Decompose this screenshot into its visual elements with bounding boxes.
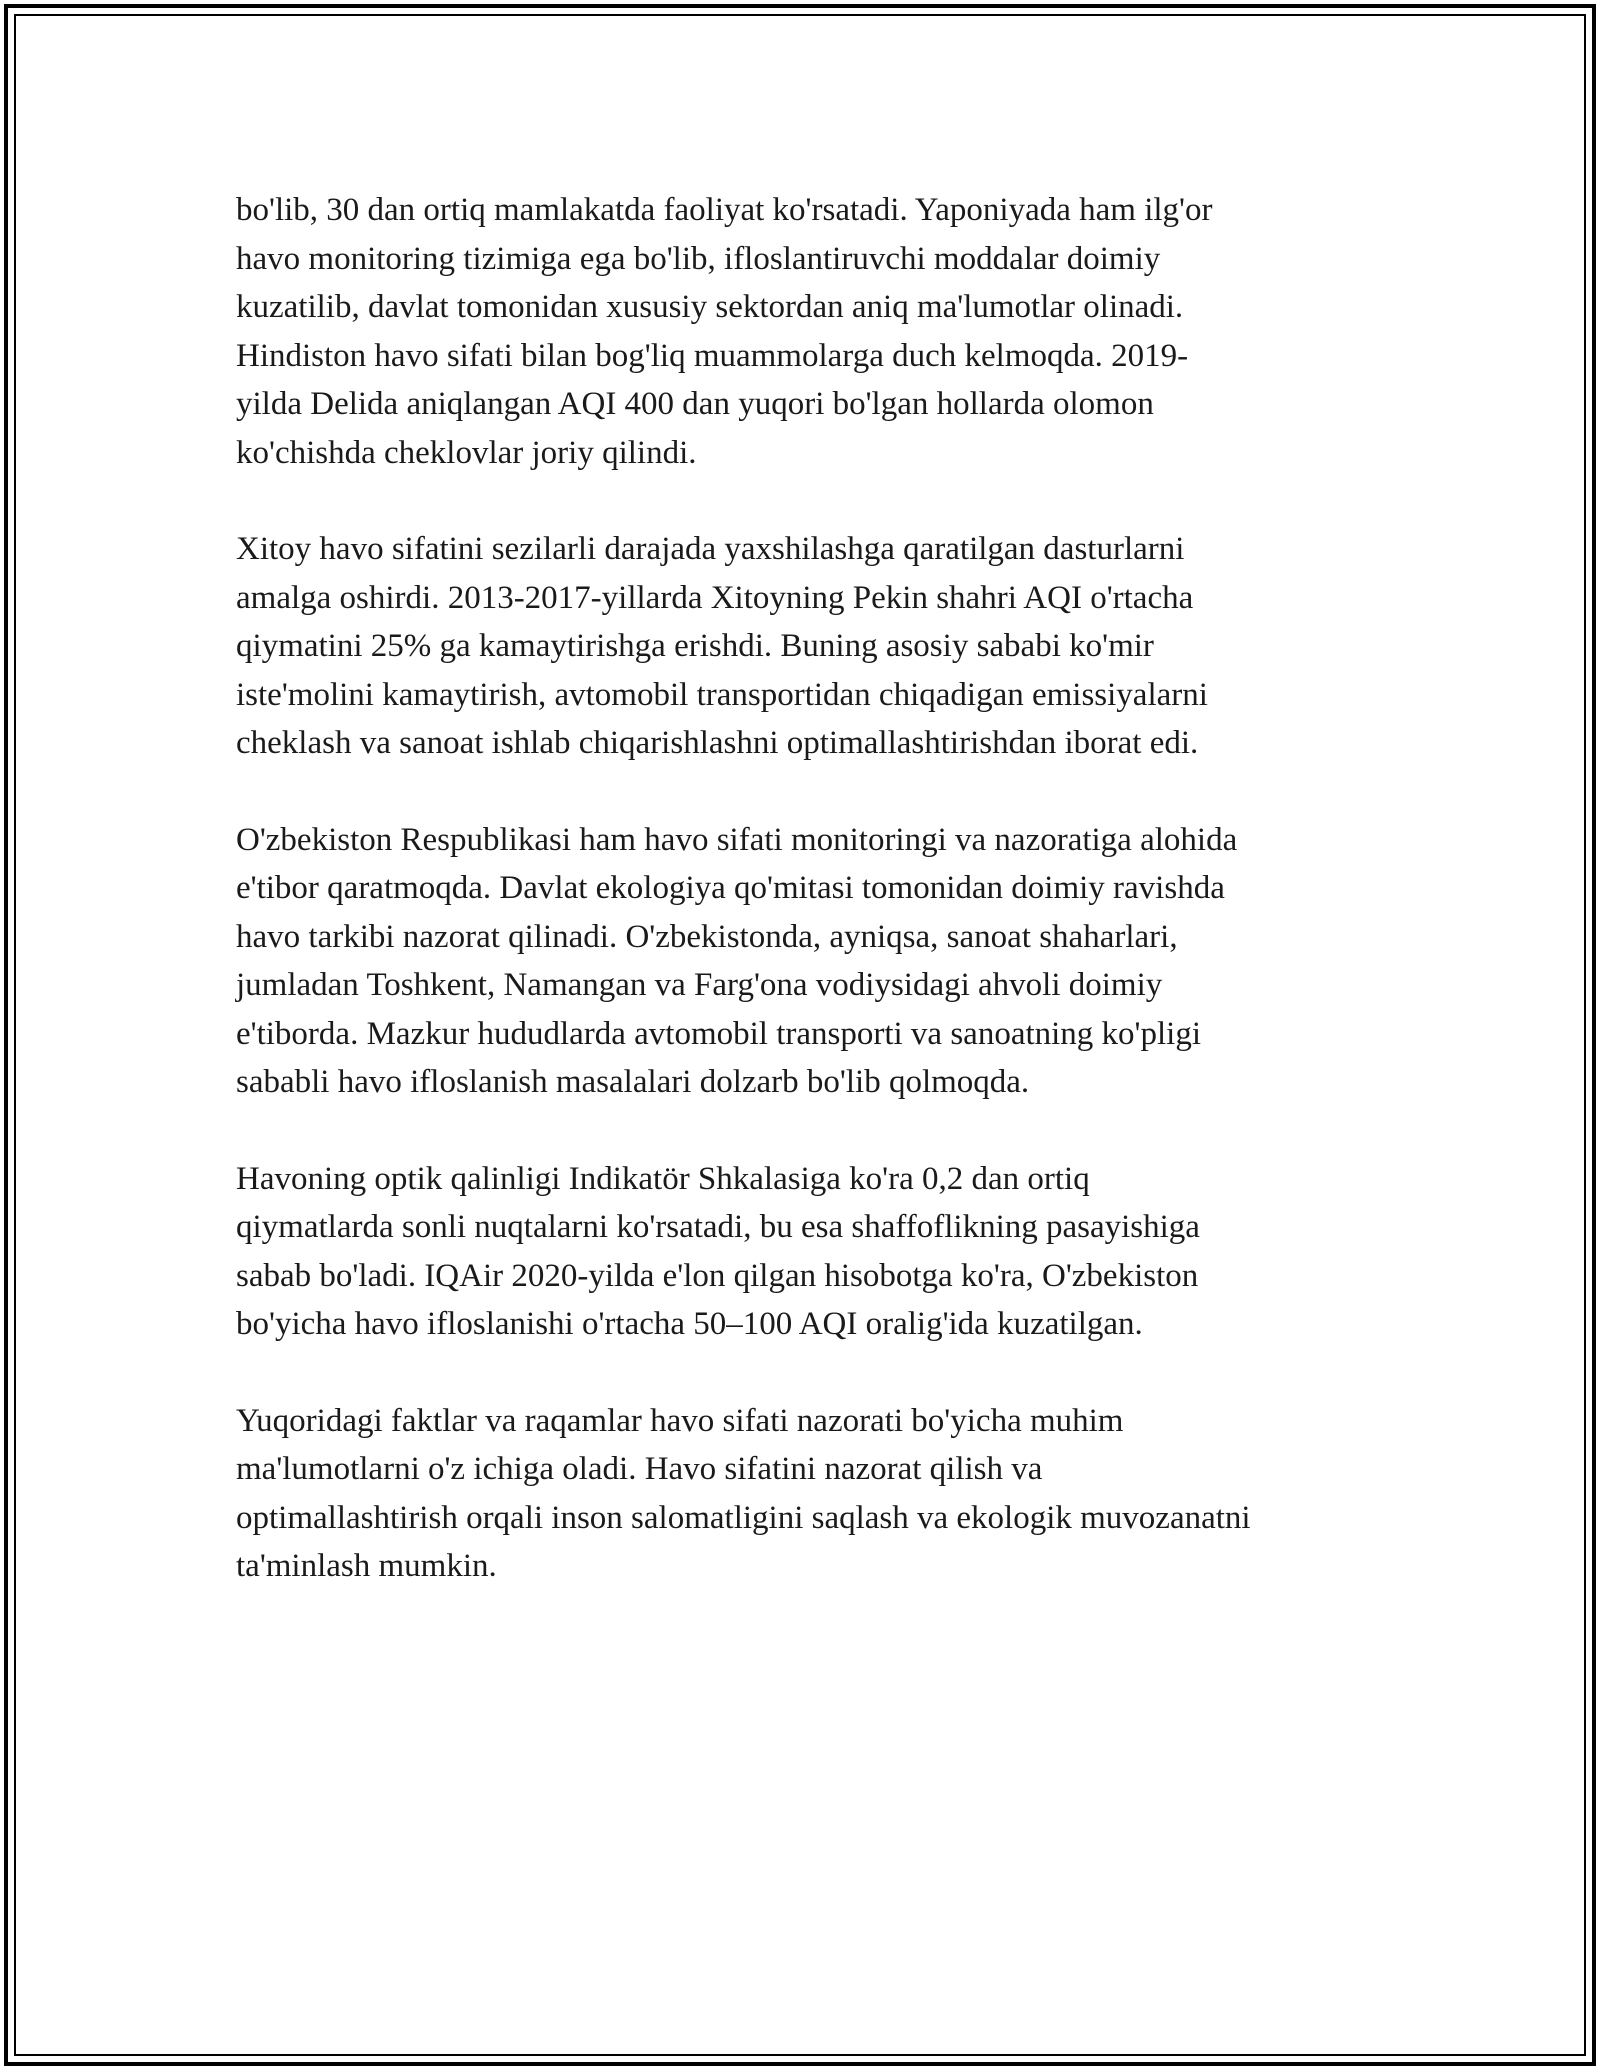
- paragraph-4: Havoning optik qalinligi Indikatör Shkalasiga ko'ra 0,2 dan ortiq qiymatlarda sonli nuqtalarni ko'rsatadi, bu esa shaffoflikning pasayishiga sabab bo'ladi. IQAir 2020-yilda e'lon qilgan hisobotga ko'ra, O'zbekiston bo'yicha havo ifloslanishi o'rtacha 50–100 AQI oralig'ida kuzatilgan.: [236, 1160, 1200, 1342]
- paragraph-1: bo'lib, 30 dan ortiq mamlakatda faoliyat ko'rsatadi. Yaponiyada ham ilg'or havo monitoring tizimiga ega bo'lib, ifloslantiruvchi moddalar doimiy kuzatilib, davlat tomonidan xususiy sektordan aniq ma'lumotlar olinadi. Hindiston havo sifati bilan bog'liq muammolarga duch kelmoqda. 2019- yilda Delida aniqlangan AQI 400 dan yuqori bo'lgan hollarda olomon ko'chishda cheklovlar joriy qilindi.: [236, 192, 1213, 471]
- paragraph-5: Yuqoridagi faktlar va raqamlar havo sifati nazorati bo'yicha muhim ma'lumotlarni o'z ichiga oladi. Havo sifatini nazorat qilish va optimallashtirish orqali inson salomatligini saqlash va ekologik muvozanatni ta'minlash mumkin.: [236, 1402, 1251, 1584]
- paragraph-2: Xitoy havo sifatini sezilarli darajada yaxshilashga qaratilgan dasturlarni amalga oshirdi. 2013-2017-yillarda Xitoyning Pekin shahri AQI o'rtacha qiymatini 25% ga kamaytirishga erishdi. Buning asosiy sababi ko'mir iste'molini kamaytirish, avtomobil transportidan chiqadigan emissiyalarni cheklash va sanoat ishlab chiqarishlashni optimallashtirishdan iborat edi.: [236, 531, 1208, 761]
- document-body: [236, 186, 1376, 1639]
- paragraph-3: O'zbekiston Respublikasi ham havo sifati monitoringi va nazoratiga alohida e'tibor qaratmoqda. Davlat ekologiya qo'mitasi tomonidan doimiy ravishda havo tarkibi nazorat qilinadi. O'zbekistonda, ayniqsa, sanoat shaharlari, jumladan Toshkent, Namangan va Farg'ona vodiysidagi ahvoli doimiy e'tiborda. Mazkur hududlarda avtomobil transporti va sanoatning ko'pligi sababli havo ifloslanish masalalari dolzarb bo'lib qolmoqda.: [236, 821, 1238, 1100]
